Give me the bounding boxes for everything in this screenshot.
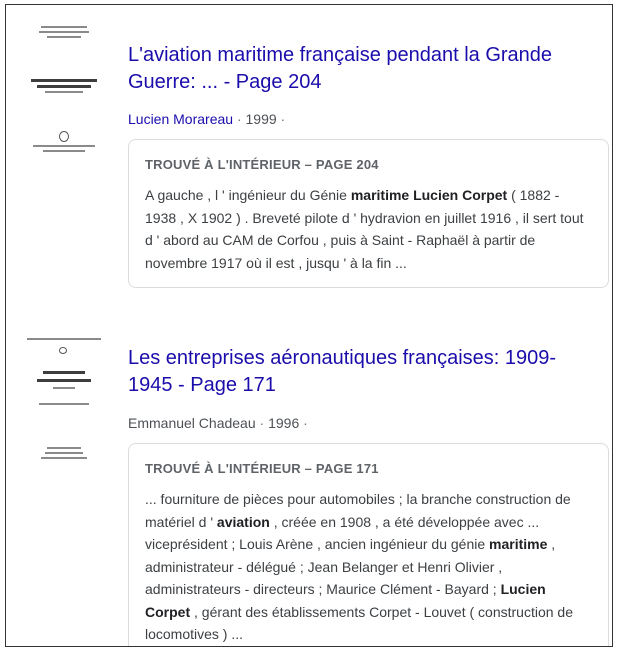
snippet-segment: A gauche , l ' ingénieur du Génie bbox=[145, 187, 351, 203]
snippet-segment: ... fourniture de pièces pour automobiles ; la branche construction de matériel d ' bbox=[145, 491, 571, 530]
card-label: TROUVÉ À L'INTÉRIEUR – PAGE 204 bbox=[145, 157, 379, 172]
meta-separator-trailing: · bbox=[299, 415, 308, 431]
meta-separator-trailing: · bbox=[276, 111, 286, 127]
snippet-segment: ( 1882 - 1938 , X 1902 ) . Breveté pilote d ' hydravion en juillet 1916 , il sert tout d ' abord au CAM de Corfou , puis à Saint - Raphaël à partir de novembre 1917 où il est , jusqu ' à la fin ... bbox=[145, 187, 584, 271]
book-meta bbox=[128, 414, 308, 432]
author-link[interactable]: Lucien Morareau bbox=[128, 111, 234, 127]
snippet-highlight: maritime Lucien Corpet bbox=[350, 187, 508, 203]
meta-separator: · bbox=[255, 415, 269, 431]
publication-year: 1999 bbox=[245, 111, 277, 127]
snippet-text bbox=[145, 184, 593, 274]
snippet-highlight: maritime bbox=[489, 536, 548, 552]
snippet-highlight: Lucien Corpet bbox=[145, 581, 546, 620]
snippet-highlight: aviation bbox=[216, 513, 270, 530]
inside-book-snippet-card[interactable] bbox=[128, 443, 609, 647]
snippet-text bbox=[145, 488, 593, 646]
snippet-segment: , administrateur - délégué ; Jean Belanger et Henri Olivier , administrateurs - directeurs ; Maurice Clément - Bayard ; bbox=[145, 536, 556, 597]
snippet-segment: , créée en 1908 , a été développée avec ... viceprésident ; Louis Arène , ancien ingénieur du génie bbox=[145, 513, 540, 552]
snippet-segment: , gérant des établissements Corpet - Louvet ( construction de locomotives ) ... bbox=[145, 603, 573, 642]
inside-book-snippet-card[interactable] bbox=[128, 139, 609, 288]
book-title-link[interactable]: L'aviation maritime française pendant la Grande Guerre: ... - Page 204 bbox=[128, 44, 553, 93]
book-title-link[interactable]: Les entreprises aéronautiques françaises: 1909-1945 - Page 171 bbox=[128, 347, 557, 396]
card-label: TROUVÉ À L'INTÉRIEUR – PAGE 171 bbox=[145, 461, 379, 476]
book-meta bbox=[128, 110, 285, 128]
book-cover-thumbnail[interactable] bbox=[23, 21, 105, 171]
meta-separator: · bbox=[233, 111, 246, 127]
author-name: Emmanuel Chadeau bbox=[128, 415, 256, 431]
publication-year: 1996 bbox=[268, 415, 300, 431]
search-results-panel bbox=[5, 4, 613, 647]
book-cover-thumbnail[interactable] bbox=[23, 323, 105, 473]
